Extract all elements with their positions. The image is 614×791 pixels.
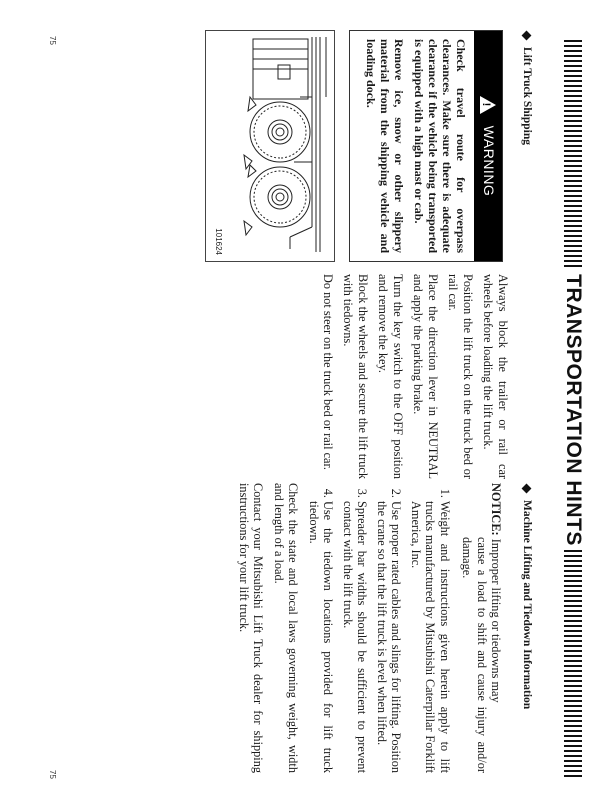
- paragraph: Do not steer on the truck bed or rail car.: [321, 274, 335, 470]
- warning-label: WARNING: [480, 125, 497, 197]
- section-heading: [520, 30, 535, 262]
- paragraph: Position the lift truck on the truck bed or rail car.: [446, 274, 475, 479]
- page-number-left: 75: [48, 36, 57, 45]
- paragraph: Place the direction lever in NEUTRAL and apply the parking brake.: [411, 274, 440, 479]
- notice-text-continued: cause a load to shift and cause injury and/or damage.: [460, 537, 489, 773]
- paragraph: Check the state and local laws governing weight, width and length of a load.: [272, 483, 301, 773]
- paragraph: Contact your Mitsubishi Lift Truck dealer for shipping instructions for your lift truck.: [237, 483, 266, 773]
- decorative-bars-left: [564, 40, 582, 270]
- machine-lifting-column: [231, 483, 535, 773]
- warning-header: [475, 31, 503, 261]
- decorative-bars-right: [564, 550, 582, 780]
- page-title: TRANSPORTATION HINTS: [562, 274, 585, 546]
- list-item: 3. Spreader bar widths should be sufficient to prevent contact with the lift truck.: [341, 501, 370, 773]
- figure-id-label: 101624: [214, 228, 223, 255]
- warning-paragraph: Check travel route for overpass clearances. Make sure there is adequate clearance if the vehicle being transported is equipped with a high mast or cab.: [412, 39, 469, 253]
- lift-truck-shipping-column: [206, 30, 535, 262]
- paragraph: Always block the trailer or rail car wheels before loading the lift truck.: [481, 274, 510, 479]
- section-heading-text: Machine Lifting and Tiedown Information: [521, 500, 533, 710]
- notice-block: [460, 483, 504, 773]
- warning-box: [350, 30, 504, 262]
- section-heading-text: Lift Truck Shipping: [521, 47, 533, 146]
- warning-body: [351, 31, 475, 261]
- shipping-instructions-column: [315, 274, 511, 479]
- paragraph: Block the wheels and secure the lift truck with tiedowns.: [341, 274, 370, 479]
- warning-paragraph: Remove ice, snow or other slippery material from the shipping vehicle and loading dock.: [364, 39, 407, 253]
- section-title-band: [562, 40, 584, 780]
- lifting-steps-list: [307, 483, 453, 773]
- warning-triangle-icon: !: [481, 96, 497, 114]
- diamond-bullet-icon: [522, 31, 532, 41]
- trailer-wheels-illustration: [216, 37, 331, 252]
- list-item: 4. Use the tiedown locations provided for lift truck tiedown.: [307, 501, 336, 773]
- list-item: 2. Use proper rated cables and slings for lifting. Position the crane so that the lift truck is level when lifted.: [375, 501, 404, 773]
- list-item: 1. Weight and instructions given herein apply to lift trucks manufactured by Mitsubishi Caterpillar Forklift America, Inc.: [409, 501, 453, 773]
- notice-text: Improper lifting or tiedowns may: [489, 538, 504, 703]
- paragraph: Turn the key switch to the OFF position and remove the key.: [376, 274, 405, 479]
- diamond-bullet-icon: [522, 484, 532, 494]
- figure-trailer-illustration: [206, 30, 336, 262]
- section-heading: [520, 483, 535, 773]
- notice-label: NOTICE:: [489, 483, 504, 536]
- page-number-right: 75: [48, 770, 57, 779]
